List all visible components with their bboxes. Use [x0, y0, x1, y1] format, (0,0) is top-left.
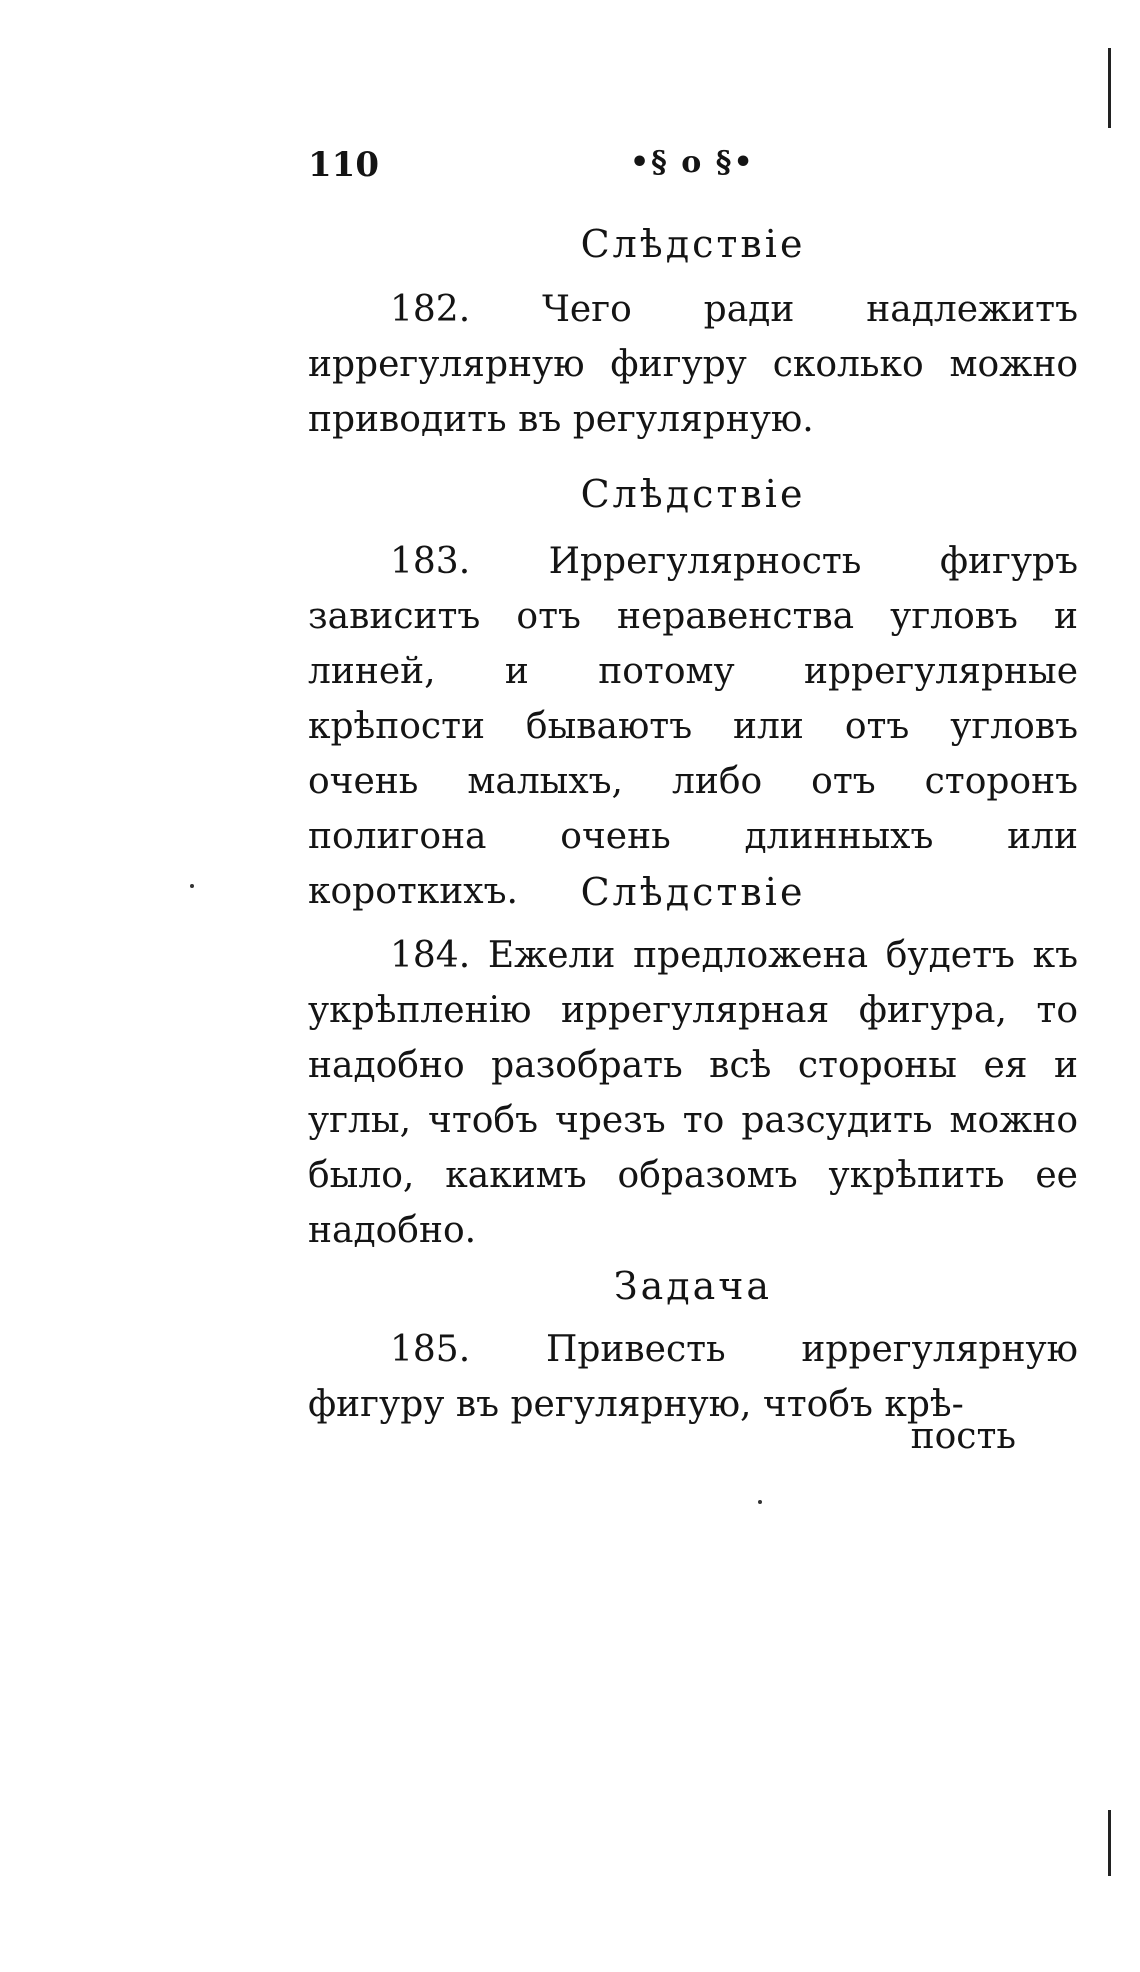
paragraph-183: 183. Иррегулярность фигуръ зависитъ отъ неравенства угловъ и линей, и потому иррегулярные крѣпости бываютъ или отъ угловъ очень малыхъ, либо отъ сторонъ полигона очень длинныхъ или короткихъ. [308, 541, 1078, 912]
paragraph-182: 182. Чего ради надлежитъ иррегулярную фигуру сколько можно приводить въ регулярную. [308, 289, 1078, 440]
speck [758, 1500, 762, 1504]
section-heading: Слѣдствіе [580, 222, 806, 266]
speck [190, 884, 194, 888]
paragraph-185: 185. Привесть иррегулярную фигуру въ регулярную, чтобъ крѣ- [308, 1329, 1078, 1425]
right-edge-mark-bottom [1108, 1810, 1111, 1876]
section-heading: Слѣдствіе [580, 472, 806, 516]
right-edge-mark [1108, 48, 1111, 128]
paragraph-184: 184. Ежели предложена будетъ къ укрѣпленію иррегулярная фигура, то надобно разобрать всѣ стороны ея и углы, чтобъ чрезъ то разсудить можно было, какимъ образомъ укрѣпить ее надобно. [308, 935, 1078, 1251]
header-ornament: •§ o §• [630, 145, 755, 180]
running-header [300, 145, 1100, 195]
page-number: 110 [308, 145, 379, 185]
section-heading: Задача [613, 1264, 773, 1308]
catchword: пость [910, 1416, 1016, 1457]
section-heading: Слѣдствіе [580, 870, 806, 914]
